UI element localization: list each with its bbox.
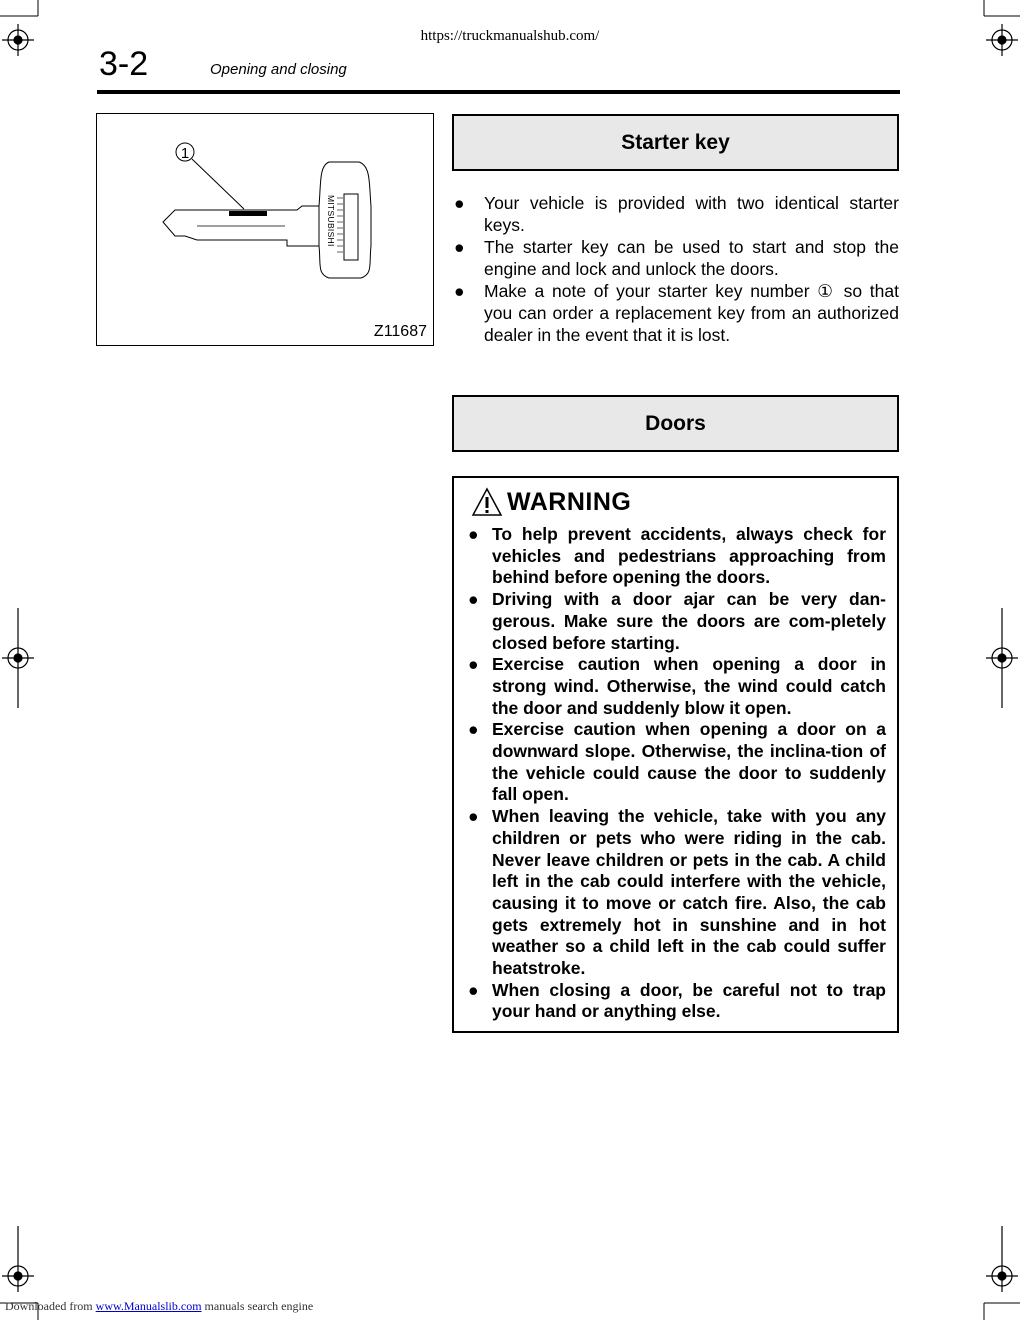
list-item: ● Make a note of your starter key number ① so that you can order a replacement key from an authorized dealer in the event that it is lost. <box>454 281 899 345</box>
warning-list <box>468 524 886 1023</box>
starter-key-bullets <box>453 192 899 346</box>
warning-box <box>452 476 899 1033</box>
source-url: https://truckmanualshub.com/ <box>420 28 600 44</box>
list-item: ● The starter key can be used to start and stop the engine and lock and unlock the doors. <box>454 237 899 279</box>
warning-header <box>471 487 631 517</box>
bullet-icon: ● <box>468 979 479 1000</box>
starter-key-figure <box>96 113 434 346</box>
warning-triangle-icon <box>471 487 503 517</box>
bullet-icon: ● <box>468 589 479 610</box>
section-title: Opening and closing <box>210 61 347 78</box>
list-item: ● Driving with a door ajar can be very dan-gerous. Make sure the doors are com-pletely closed before starting. <box>468 589 886 653</box>
starter-key-illustration <box>97 114 435 347</box>
callout-number: 1 <box>180 145 190 162</box>
list-item: ● Exercise caution when opening a door on a downward slope. Otherwise, the inclina-tion of the vehicle could cause the door to suddenly fall open. <box>468 719 886 805</box>
bullet-icon: ● <box>468 719 479 740</box>
footer-suffix: manuals search engine <box>204 1299 314 1313</box>
bullet-icon: ● <box>454 237 465 257</box>
header-rule <box>97 90 900 94</box>
bullet-icon: ● <box>454 281 465 301</box>
bullet-icon: ● <box>454 193 465 213</box>
key-brand: MITSUBISHI <box>326 195 336 247</box>
footer <box>5 1299 313 1314</box>
list-item: ● When leaving the vehicle, take with you any children or pets who were riding in the cab. Never leave children or pets in the cab. A child left in the cab could interfere with the vehicle, causing it to move or catch fire. Also, the cab gets extremely hot in sunshine and in hot weather so a child left in the cab could suffer heatstroke. <box>468 806 886 979</box>
page-number: 3-2 <box>99 45 149 83</box>
starter-key-heading: Starter key <box>452 114 899 171</box>
doors-heading: Doors <box>452 395 899 452</box>
bullet-icon: ● <box>468 806 479 827</box>
warning-title: WARNING <box>507 487 632 516</box>
list-item: ● Your vehicle is provided with two identical starter keys. <box>454 193 899 235</box>
list-item: ● To help prevent accidents, always check for vehicles and pedestrians approaching from behind before opening the doors. <box>468 524 886 588</box>
footer-prefix: Downloaded from <box>5 1299 93 1313</box>
list-item: ● When closing a door, be careful not to trap your hand or anything else. <box>468 979 886 1022</box>
list-item: ● Exercise caution when opening a door in strong wind. Otherwise, the wind could catch the door and suddenly blow it open. <box>468 654 886 718</box>
bullet-icon: ● <box>468 524 479 544</box>
bullet-icon: ● <box>468 654 479 675</box>
manualslib-link[interactable]: www.Manualslib.com <box>95 1299 202 1313</box>
figure-id: Z11687 <box>373 323 427 340</box>
